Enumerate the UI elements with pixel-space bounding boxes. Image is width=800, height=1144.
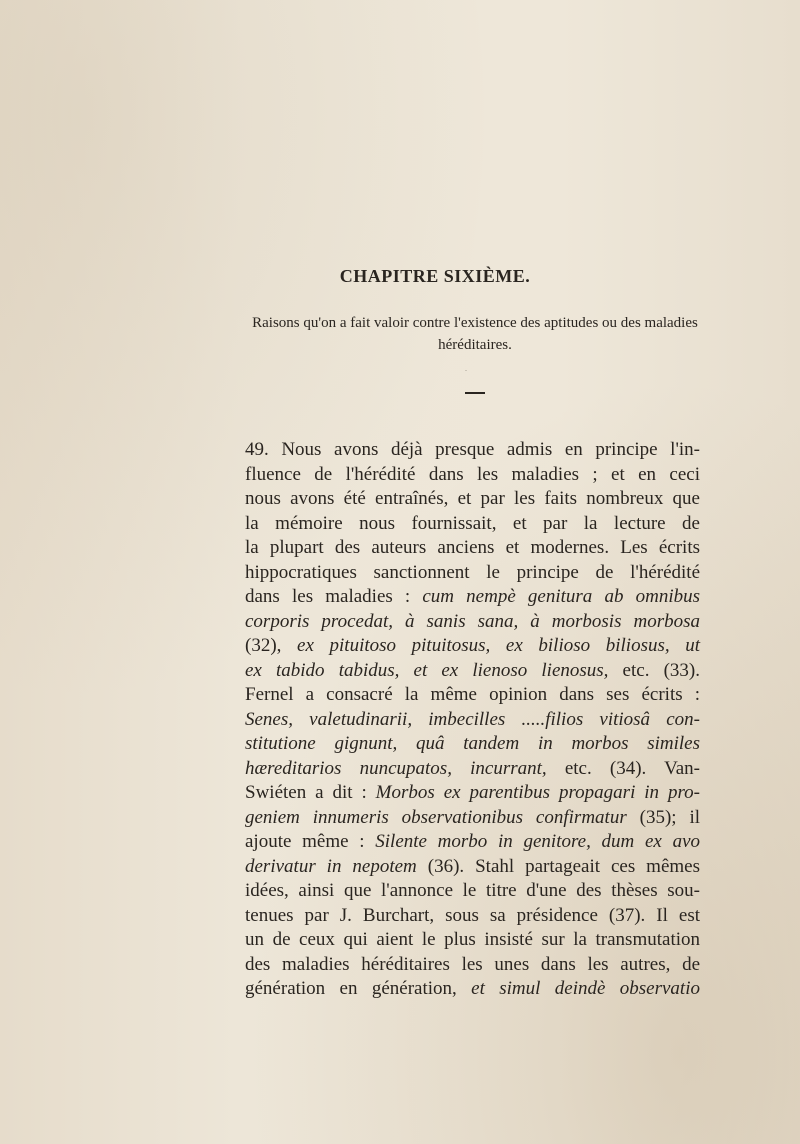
text-run: 49. Nous avons déjà presque admis en principe l'in-	[245, 439, 700, 460]
text-line	[245, 463, 700, 488]
text-line	[245, 634, 700, 659]
text-line	[245, 561, 700, 586]
text-line	[245, 904, 700, 929]
text-run: des maladies héréditaires les unes dans les autres, de	[245, 953, 700, 975]
text-line	[245, 732, 700, 757]
text-run: (35); il	[626, 806, 700, 828]
text-run: la mémoire nous fournissait, et par la lecture de	[245, 512, 700, 534]
section-rule	[465, 392, 485, 394]
text-line	[245, 438, 700, 463]
text-line	[245, 781, 700, 806]
latin-quote: corporis procedat, à sanis sana, à morbosis morbosa	[245, 610, 700, 632]
text-run: nous avons été entraînés, et par les faits nombreux que	[245, 488, 700, 509]
text-run: ajoute même :	[245, 831, 376, 852]
text-run: hippocratiques sanctionnent le principe de l'hérédité	[245, 561, 700, 583]
text-line	[245, 487, 700, 512]
latin-quote: stitutione gignunt, quâ tandem in morbos similes	[245, 733, 700, 754]
text-run: tenues par J. Burchart, sous sa présidence (37). Il est	[245, 904, 700, 926]
text-run: Swiéten a dit :	[245, 782, 376, 803]
chapter-title: CHAPITRE SIXIÈME.	[339, 266, 531, 286]
text-run: Fernel a consacré la même opinion dans ses écrits :	[245, 684, 700, 705]
latin-quote: ex tabido tabidus, et ex lienoso lienosus,	[245, 659, 609, 681]
text-line	[245, 830, 700, 855]
text-line	[245, 708, 700, 733]
text-line	[245, 953, 700, 978]
latin-quote: Morbos ex parentibus propagari in pro-	[375, 782, 700, 803]
latin-quote: et simul deindè observatio	[471, 978, 700, 999]
text-run: (32),	[245, 635, 298, 656]
text-line	[245, 659, 700, 684]
latin-quote: derivatur in nepotem	[245, 855, 417, 877]
latin-quote: Silente morbo in genitore, dum ex avo	[375, 831, 700, 852]
latin-quote: ex pituitoso pituitosus, ex bilioso biliosus, ut	[297, 635, 701, 656]
paragraph-49	[245, 438, 700, 1002]
text-run: etc. (34). Van-	[546, 757, 700, 779]
text-line	[245, 536, 700, 561]
text-run: génération en génération,	[245, 978, 472, 999]
text-run: fluence de l'hérédité dans les maladies ; et en ceci	[245, 463, 700, 485]
text-line	[245, 757, 700, 782]
text-line	[245, 977, 700, 1002]
text-line	[245, 512, 700, 537]
text-line	[245, 806, 700, 831]
text-line	[245, 879, 700, 904]
text-line	[245, 610, 700, 635]
latin-quote: cum nempè genitura ab omnibus	[422, 586, 700, 607]
text-line	[245, 855, 700, 880]
text-run: un de ceux qui aient le plus insisté sur la transmutation	[245, 929, 700, 950]
text-run: (36). Stahl partageait ces mêmes	[416, 855, 701, 877]
latin-quote: Senes, valetudinarii, imbecilles .....filios vitiosâ con-	[245, 708, 700, 730]
latin-quote: hæreditarios nuncupatos, incurrant,	[245, 757, 547, 779]
text-run: la plupart des auteurs anciens et modernes. Les écrits	[245, 537, 700, 558]
latin-quote: geniem innumeris observationibus confirmatur	[245, 806, 627, 828]
text-run: dans les maladies :	[245, 586, 423, 607]
text-run: etc. (33).	[608, 659, 700, 681]
text-run: idées, ainsi que l'annonce le titre d'une des thèses sou-	[245, 880, 700, 901]
text-line	[245, 585, 700, 610]
text-line	[245, 683, 700, 708]
chapter-subtitle: Raisons qu'on a fait valoir contre l'existence des aptitudes ou des maladies héréditaires.	[252, 315, 698, 353]
text-line	[245, 928, 700, 953]
